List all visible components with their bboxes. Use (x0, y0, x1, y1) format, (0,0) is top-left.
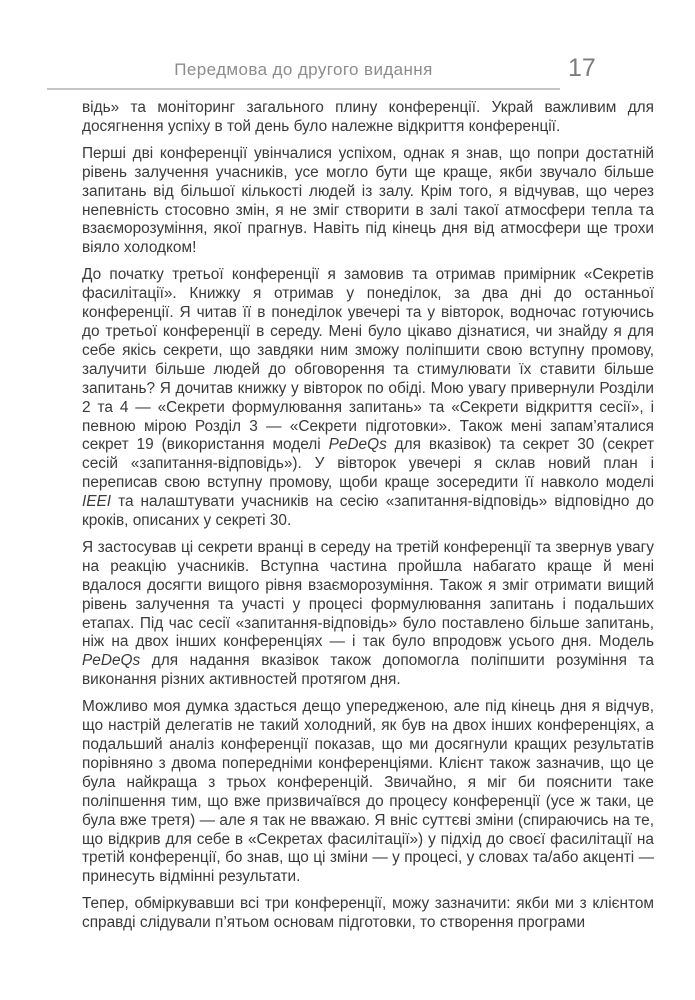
text-run: Я застосував ці секрети вранці в середу на третій конференції та звернув увагу на реакцію учасників. Вступна частина пройшла набагато краще й мені вдалося досягти вищого рівня взаєморозуміння. Також я зміг отримати вищий рівень залучення та участі у процесі формулювання запитань і подальших етапах. Під час сесії «запитання-відповідь» було поставлено більше запитань, ніж на двох інших конференціях — і так було впродовж усього дня. Модель (82, 538, 654, 651)
paragraph (82, 145, 654, 258)
page-number: 17 (568, 54, 596, 82)
running-header-title: Передмова до другого видання (174, 60, 433, 79)
paragraph (82, 895, 654, 933)
text-run: Перші дві конференції увінчалися успіхом, однак я знав, що попри достатній рівень залучення учасників, усе могло бути ще краще, якби звучало більше запитань від більшої кількості людей із залу. Крім того, я відчував, що через непевність стосовно змін, я не зміг створити в залі такої атмосфери тепла та взаєморозуміння, якої прагнув. Навіть під кінець дня від атмосфери ще трохи віяло холодком! (82, 144, 654, 257)
page-body (82, 99, 654, 941)
paragraph (82, 539, 654, 690)
italic-term: IEEI (82, 493, 112, 511)
text-run: До початку третьої конференції я замовив та отримав примірник «Секретів фасилітації». Книжку я отримав у понеділок, за два дні до останньої конференції. Я читав її в понеділок увечері та у вівторок, водночас готуючись до третьої конференції в середу. Мені було цікаво дізнатися, чи знайду я для себе якісь секрети, що завдяки ним зможу поліпшити свою вступну промову, залучити більше людей до обговорення та стимулювати їх ставити більше запитань? Я дочитав книжку у вівторок по обіді. Мою увагу привернули Розділи 2 та 4 — «Секрети формулювання запитань» та «Секрети відкриття сесії», і певною мірою Розділ 3 — «Секрети підготовки». Також мені запам’яталися секрет 19 (використання моделі (82, 266, 654, 454)
header-rule (47, 88, 560, 90)
italic-term: PeDeQs (328, 436, 387, 454)
paragraph (82, 698, 654, 887)
text-run: та налаштувати учасників на сесію «запитання-відповідь» відповідно до кроків, описаних у секреті 30. (82, 493, 654, 530)
paragraph (82, 266, 654, 531)
italic-term: PeDeQs (82, 652, 141, 670)
text-run: для вказівок) та секрет 30 (секрет сесій «запитання-відповідь»). У вівторок увечері я склав новий план і переписав свою вступну промову, щоби краще зосередити її навколо моделі (82, 436, 655, 492)
paragraph (82, 99, 654, 137)
text-run: Можливо моя думка здасться дещо упередженою, але під кінець дня я відчув, що настрій делегатів не такий холодний, як був на двох інших конференціях, а подальший аналіз конференції показав, що ми досягнули кращих результатів порівняно з двома попередніми конференціями. Клієнт також зазначив, що це була найкраща з трьох конференцій. Звичайно, я міг би пояснити таке поліпшення тим, що вже призвичаївся до процесу конференції (усе ж таки, це була вже третя) — але я так не вважаю. Я вніс суттєві зміни (спираючись на те, що відкрив для себе в «Секретах фасилітації») у підхід до своєї фасилітації на третій конференції, бо знав, що ці зміни — у процесі, у словах та/або акценті — принесуть відмінні результати. (82, 698, 654, 886)
text-run: відь» та моніторинг загального плину конференції. Украй важливим для досягнення успіху в той день було належне відкриття конференції. (82, 99, 654, 135)
text-run: Тепер, обміркувавши всі три конференції, можу зазначити: якби ми з клієнтом справді слідували п’ятьом основам підготовки, то створення програми (82, 895, 654, 932)
text-run: для надання вказівок також допомогла поліпшити розуміння та виконання різних активностей протягом дня. (82, 652, 654, 689)
